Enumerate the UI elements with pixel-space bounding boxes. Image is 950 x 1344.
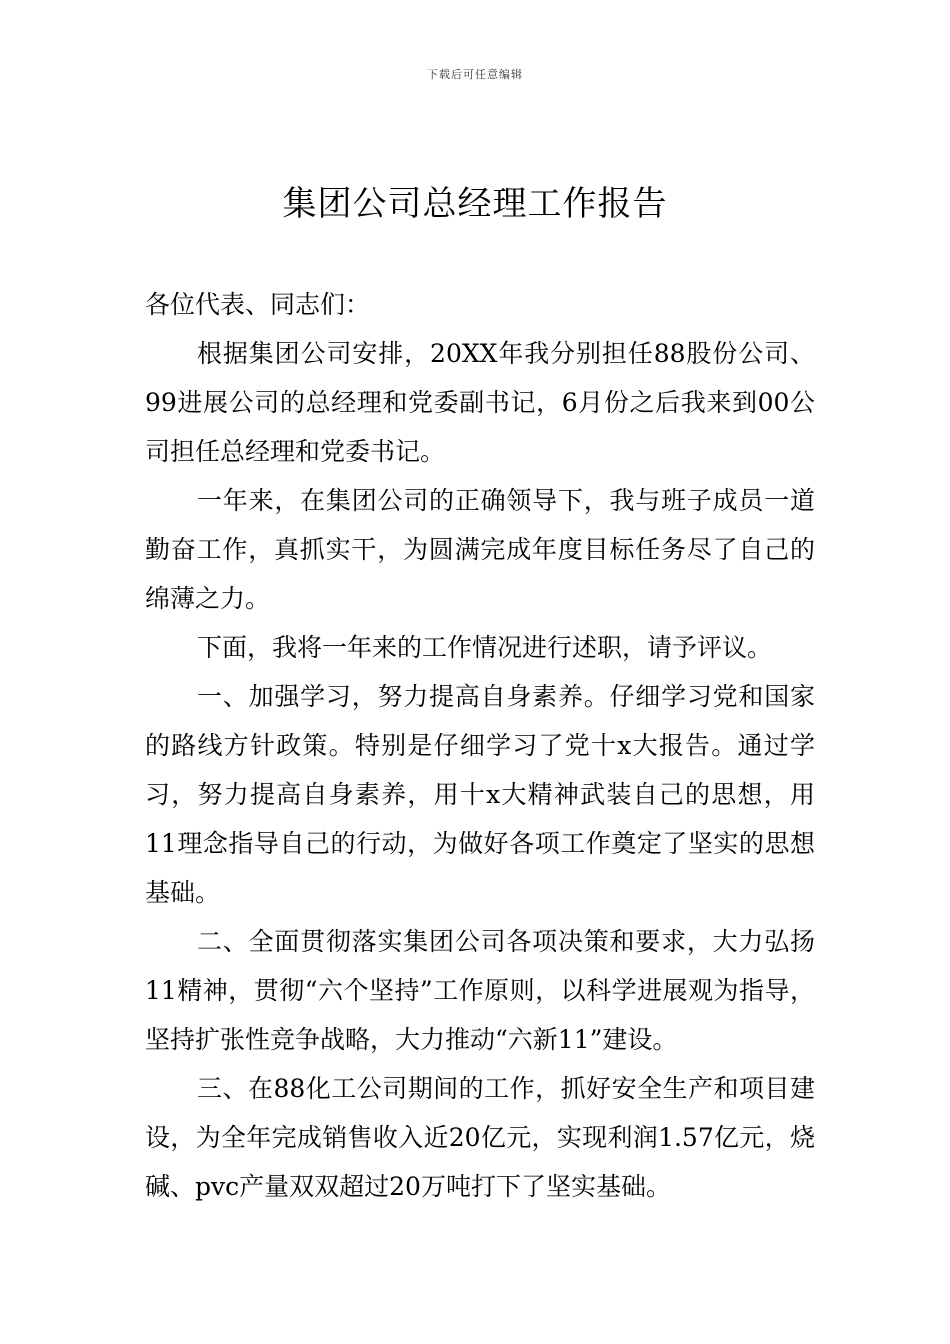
paragraph-5: 二、全面贯彻落实集团公司各项决策和要求，大力弘扬11精神，贯彻“六个坚持”工作原则，以科学进展观为指导，坚持扩张性竞争战略，大力推动“六新11”建设。	[145, 927, 815, 1054]
header-note: 下载后可任意编辑	[427, 68, 523, 81]
salutation: 各位代表、同志们：	[145, 290, 371, 319]
document-title: 集团公司总经理工作报告	[282, 184, 668, 224]
document-body	[145, 280, 815, 1211]
paragraph-6: 三、在88化工公司期间的工作，抓好安全生产和项目建设，为全年完成销售收入近20亿元，实现利润1.57亿元，烧碱、pvc产量双双超过20万吨打下了坚实基础。	[145, 1074, 815, 1201]
paragraph-2: 一年来，在集团公司的正确领导下，我与班子成员一道勤奋工作，真抓实干，为圆满完成年度目标任务尽了自己的绵薄之力。	[145, 486, 815, 613]
paragraph-1: 根据集团公司安排，20XX年我分别担任88股份公司、99进展公司的总经理和党委副书记，6月份之后我来到00公司担任总经理和党委书记。	[145, 339, 815, 466]
paragraph-3: 下面，我将一年来的工作情况进行述职，请予评议。	[197, 633, 773, 662]
paragraph-4: 一、加强学习，努力提高自身素养。仔细学习党和国家的路线方针政策。特别是仔细学习了党十x大报告。通过学习，努力提高自身素养，用十x大精神武装自己的思想，用11理念指导自己的行动，为做好各项工作奠定了坚实的思想基础。	[145, 682, 815, 907]
